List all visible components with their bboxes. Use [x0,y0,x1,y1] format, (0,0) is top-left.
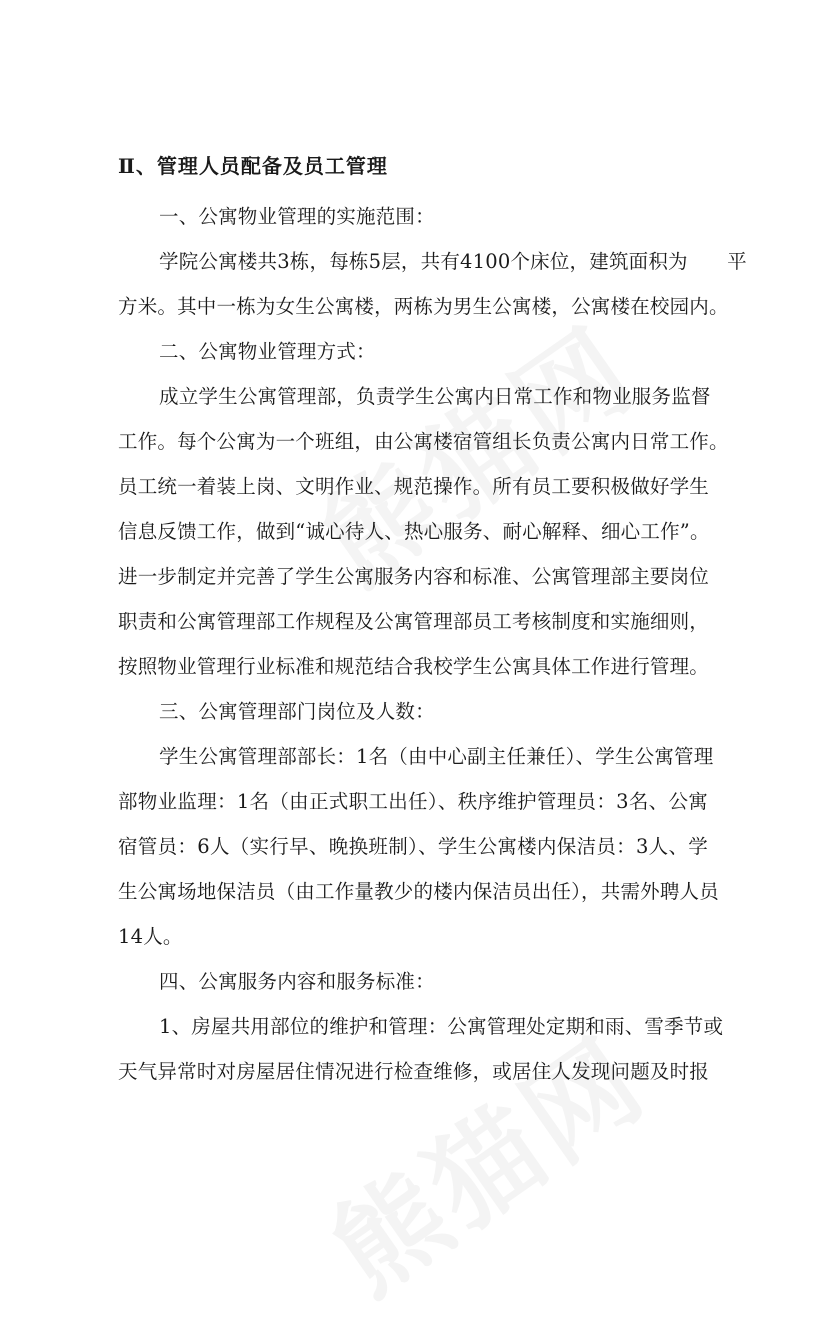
paragraph-line: 进一步制定并完善了学生公寓服务内容和标准、公寓管理部主要岗位 [118,565,710,588]
paragraph-line: 员工统一着装上岗、文明作业、规范操作。所有员工要积极做好学生 [118,475,710,498]
paragraph-line: 1、房屋共用部位的维护和管理：公寓管理处定期和雨、雪季节或 [159,1015,724,1038]
paragraph-line: 14人。 [118,925,183,948]
paragraph-line: 职责和公寓管理部工作规程及公寓管理部员工考核制度和实施细则， [118,610,710,633]
paragraph-line: 部物业监理：1名（由正式职工出任）、秩序维护管理员：3名、公寓 [118,790,708,813]
subsection-title: 二、公寓物业管理方式： [159,340,376,363]
paragraph-line: 学院公寓楼共3栋，每栋5层，共有4100个床位，建筑面积为 平 [159,250,747,273]
paragraph-line: 天气异常时对房屋居住情况进行检查维修，或居住人发现问题及时报 [118,1060,710,1083]
subsection-title: 四、公寓服务内容和服务标准： [159,970,435,993]
paragraph-line: 生公寓场地保洁员（由工作量教少的楼内保洁员出任），共需外聘人员 [118,880,719,903]
subsection-title: 三、公寓管理部门岗位及人数： [159,700,435,723]
paragraph-line: 按照物业管理行业标准和规范结合我校学生公寓具体工作进行管理。 [118,655,710,678]
paragraph-line: 工作。每个公寓为一个班组，由公寓楼宿管组长负责公寓内日常工作。 [118,430,729,453]
subsection-title: 一、公寓物业管理的实施范围： [159,205,435,228]
section-heading: Ⅱ、管理人员配备及员工管理 [118,154,388,178]
paragraph-line: 成立学生公寓管理部，负责学生公寓内日常工作和物业服务监督 [159,385,711,408]
paragraph-line: 方米。其中一栋为女生公寓楼，两栋为男生公寓楼，公寓楼在校园内。 [118,295,729,318]
paragraph-line: 信息反馈工作，做到“诚心待人、热心服务、耐心解释、细心工作”。 [118,520,710,543]
paragraph-line: 宿管员：6人（实行早、晚换班制）、学生公寓楼内保洁员：3人、学 [118,835,708,858]
document-body [118,194,747,1094]
paragraph-line: 学生公寓管理部部长：1名（由中心副主任兼任）、学生公寓管理 [159,745,714,768]
